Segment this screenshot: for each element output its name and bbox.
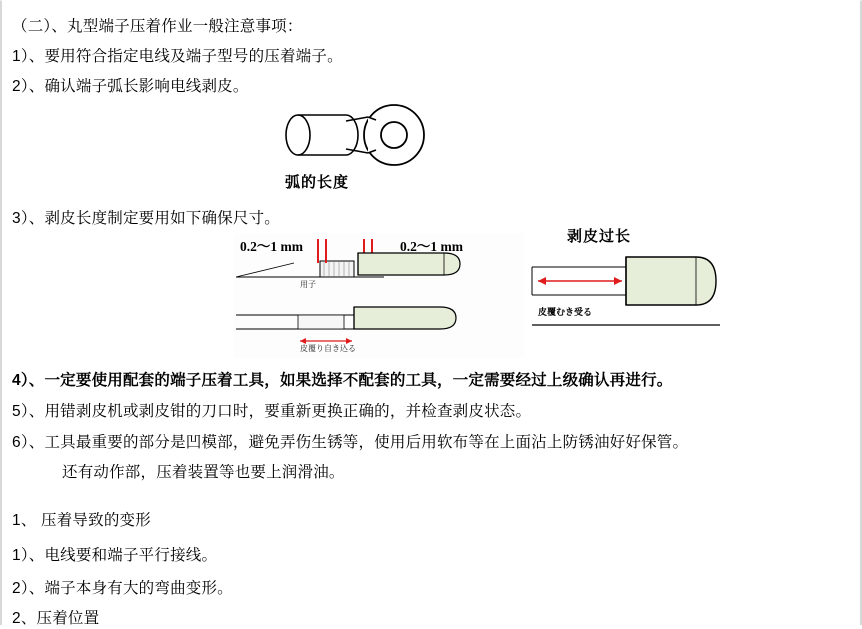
ring-terminal-arc-length-figure: [272, 93, 452, 178]
list-item-6: 6）、工具最重要的部分是凹模部，避免弄伤生锈等，使用后用软布等在上面沾上防锈油好好保管。: [12, 434, 689, 451]
over-strip-drawing: [530, 249, 725, 349]
over-strip-figure: [530, 249, 725, 349]
section-heading-1: 1、 压着导致的变形: [12, 512, 151, 529]
section-1-item-1: 1）、电线要和端子平行接线。: [12, 547, 218, 564]
list-item-3: 3）、剥皮长度制定要用如下确保尺寸。: [12, 210, 280, 227]
figure-3-caption: 剥皮过长: [567, 228, 632, 245]
list-item-2: 2）、确认端子弧长影响电线剥皮。: [12, 78, 249, 95]
strip-annotation: 皮覆り自き込る: [300, 344, 356, 353]
page-title: （二）、丸型端子压着作业一般注意事项：: [12, 18, 303, 35]
figure-1-caption: 弧的长度: [285, 174, 350, 191]
list-item-1: 1）、要用符合指定电线及端子型号的压着端子。: [12, 48, 343, 65]
section-heading-2: 2、压着位置: [12, 610, 100, 627]
strip-length-dimension-figure: [234, 233, 524, 358]
list-item-5: 5）、用错剥皮机或剥皮钳的刀口时，要重新更换正确的，并检查剥皮状态。: [12, 403, 532, 420]
ring-terminal-drawing: [272, 93, 452, 178]
list-item-6-continuation: 还有动作部，压着装置等也要上润滑油。: [62, 464, 345, 481]
dimension-label-left: 0.2～1 mm: [240, 239, 303, 254]
dimension-label-right: 0.2～1 mm: [400, 239, 463, 254]
over-strip-annotation: 皮覆むき受る: [538, 307, 593, 317]
terminal-annotation: 用子: [300, 280, 316, 289]
list-item-4: 4）、一定要使用配套的端子压着工具，如果选择不配套的工具，一定需要经过上级确认再进行。: [12, 372, 673, 389]
section-1-item-2: 2）、端子本身有大的弯曲变形。: [12, 580, 233, 597]
